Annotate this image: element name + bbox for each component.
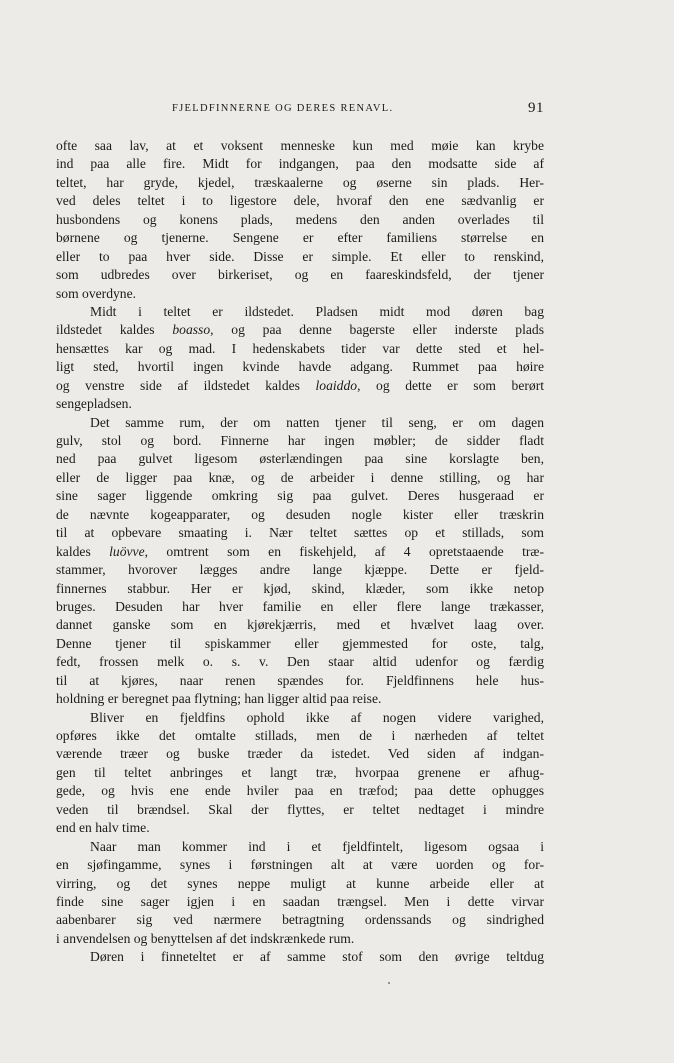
- text-line: til at kjøres, naar renen spændes for. Fjeldfinnens hele hus-: [56, 672, 544, 688]
- text-run: , og paa denne bagerste eller inderste plads: [210, 322, 545, 338]
- text-line: dannet ganske som en kjørekjærris, med et hvælvet laag over.: [56, 617, 544, 633]
- running-head: [56, 100, 544, 121]
- text-line: sengepladsen.: [56, 396, 132, 412]
- text-line: Naar man kommer ind i et fjeldfintelt, ligesom ogsaa i: [90, 838, 544, 854]
- text-run: og venstre side af ildstedet kaldes: [56, 377, 316, 393]
- text-line: i anvendelsen og benyttelsen af det indskrænkede rum.: [56, 930, 355, 946]
- text-run: , omtrent som en fiskehjeld, af 4 opretstaaende træ-: [144, 543, 544, 559]
- text-line: [56, 543, 544, 561]
- text-line: som overdyne.: [56, 285, 137, 301]
- text-line: sine sager liggende omkring sig paa gulvet. Deres husgeraad er: [56, 488, 544, 504]
- text-line: en sjøfingamme, synes i førstningen alt at være uorden og for-: [56, 857, 544, 873]
- text-line: ved deles teltet i to ligestore dele, hvoraf den ene sædvanlig er: [56, 193, 544, 209]
- text-line: eller de ligger paa knæ, og de arbeider i denne stilling, og har: [56, 469, 544, 485]
- italic-term: loaiddo: [315, 377, 358, 393]
- text-line: [56, 377, 544, 395]
- text-line: [56, 321, 544, 339]
- text-line: til at opbevare smaating i. Nær teltet sættes op et stillads, som: [56, 525, 544, 541]
- text-line: Midt i teltet er ildstedet. Pladsen midt mod døren bag: [90, 303, 544, 319]
- text-line: ind paa alle fire. Midt for indgangen, paa den modsatte side af: [56, 156, 544, 172]
- text-line: som udbredes over birkeriset, og en faareskindsfeld, der tjener: [56, 267, 544, 283]
- text-line: end en halv time.: [56, 820, 150, 836]
- text-line: aabenbarer sig ved nærmere betragtning ordenssands og sindrighed: [56, 912, 544, 928]
- text-line: ned paa gulvet ligesom østerlændingen paa sine korslagte ben,: [56, 451, 544, 467]
- running-title: FJELDFINNERNE OG DERES RENAVL.: [172, 103, 394, 114]
- text-line: gen til teltet anbringes et langt træ, hvorpaa grenene er afhug-: [56, 764, 544, 780]
- text-line: Denne tjener til spiskammer eller gjemmested for oste, talg,: [56, 635, 544, 651]
- text-line: opføres ikke det omtalte stillads, men de i nærheden af teltet: [56, 728, 544, 743]
- text-line: virring, og det synes neppe muligt at kunne arbeide eller at: [56, 875, 544, 891]
- text-line: ligt sted, hvortil ingen kvinde havde adgang. Rummet paa høire: [56, 359, 544, 375]
- italic-term: luövve: [109, 543, 145, 559]
- text-line: gede, og hvis ene ende hviler paa en træfod; paa dette ophugges: [56, 783, 544, 799]
- text-line: finnernes stabbur. Her er kjød, skind, klæder, som ikke netop: [56, 580, 544, 596]
- text-line: husbondens og konens plads, medens den anden overlades til: [56, 211, 544, 227]
- page-number: 91: [528, 100, 544, 116]
- text-line: eller to paa hver side. Disse er simple. Et eller to renskind,: [56, 248, 544, 264]
- body-text: [56, 137, 544, 967]
- text-line: ofte saa lav, at et voksent menneske kun med møie kan krybe: [56, 138, 544, 153]
- text-run: , og dette er som berørt: [357, 377, 544, 393]
- text-line: teltet, har gryde, kjedel, træskaalerne og øserne sin plads. Her-: [56, 174, 544, 190]
- text-line: bruges. Desuden har hver familie en eller flere lange trækasser,: [56, 598, 544, 614]
- text-line: værende træer og buske træder da istedet. Ved siden af indgan-: [56, 746, 544, 762]
- text-line: holdning er beregnet paa flytning; han ligger altid paa reise.: [56, 691, 382, 707]
- text-line: stammer, hvorover lægges andre lange kjæppe. Dette er fjeld-: [56, 562, 544, 578]
- text-line: Døren i finneteltet er af samme stof som den øvrige teltdug: [90, 949, 544, 965]
- text-line: børnene og tjenerne. Sengene er efter familiens størrelse en: [56, 230, 544, 246]
- text-line: Det samme rum, der om natten tjener til seng, er om dagen: [90, 414, 544, 430]
- text-line: veden til brændsel. Skal der flyttes, er teltet nedtaget i mindre: [56, 801, 544, 817]
- ink-speck: [388, 982, 390, 984]
- text-run: kaldes: [56, 543, 110, 559]
- text-line: hensættes kar og mad. I hedenskabets tider var dette sted et hel-: [56, 340, 544, 356]
- text-line: gulv, stol og bord. Finnerne har ingen møbler; de sidder fladt: [56, 433, 544, 448]
- text-line: Bliver en fjeldfins ophold ikke af nogen videre varighed,: [90, 709, 544, 725]
- italic-term: boasso: [172, 322, 211, 338]
- text-line: finde sine sager igjen i en saadan trængsel. Men i dette virvar: [56, 893, 544, 909]
- text-run: ildstedet kaldes: [56, 322, 173, 338]
- text-line: de nævnte kogeapparater, og desuden nogle kister eller træskrin: [56, 506, 544, 522]
- text-line: fedt, frossen melk o. s. v. Den staar altid udenfor og færdig: [56, 654, 544, 670]
